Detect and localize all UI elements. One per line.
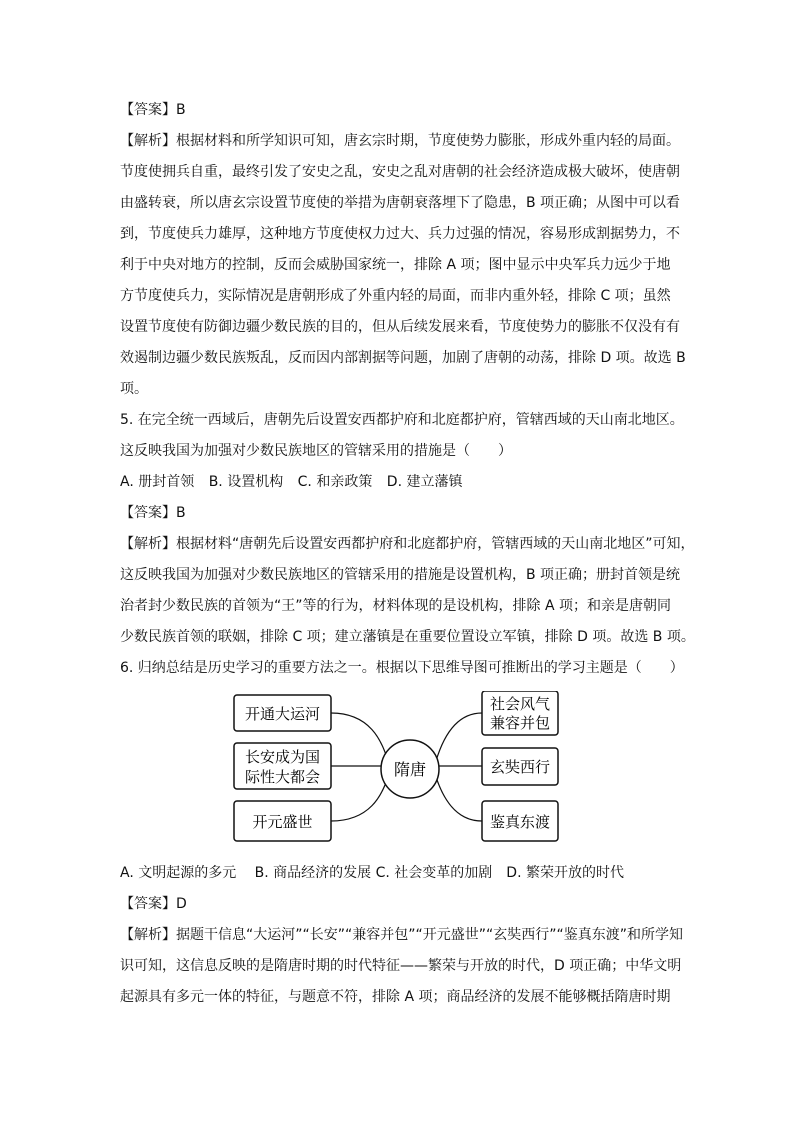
analysis-line: 效遏制边疆少数民族叛乱，反而因内部割据等问题，加剧了唐朝的动荡，排除 D 项。故选 B (120, 350, 686, 366)
mindmap-right-2-line-1: 玄奘西行 (489, 758, 551, 776)
analysis-line: 方节度使兵力，实际情况是唐朝形成了外重内轻的局面，而非内重外轻，排除 C 项；虽然 (120, 288, 671, 304)
question-stem-line: 这反映我国为加强对少数民族地区的管辖采用的措施是（ ） (120, 443, 512, 459)
analysis-line: 起源具有多元一体的特征，与题意不符，排除 A 项；商品经济的发展不能够概括隋唐时期 (120, 989, 671, 1005)
mindmap-left-2-line-1: 长安成为国 (244, 748, 321, 766)
q6-stem: 6. 归纳总结是历史学习的重要方法之一。根据以下思维导图可推断出的学习主题是（ ） (120, 660, 684, 676)
analysis-line: 节度使拥兵自重，最终引发了安史之乱，安史之乱对唐朝的社会经济造成极大破坏，使唐朝 (120, 164, 680, 180)
q5-answer: 【答案】B (120, 505, 186, 521)
analysis-line: 识可知，这信息反映的是隋唐时期的时代特征——繁荣与开放的时代，D 项正确；中华文明 (120, 958, 682, 974)
q5-analysis (120, 534, 695, 658)
mindmap-left-3-line-1: 开元盛世 (252, 813, 313, 831)
q5-option-a: A. 册封首领 (120, 474, 195, 490)
question-stem-line: 5. 在完全统一西域后，唐朝先后设置安西都护府和北庭都护府，管辖西域的天山南北地区。 (120, 412, 684, 428)
analysis-line: 少数民族首领的联姻，排除 C 项；建立藩镇是在重要位置设立军镇，排除 D 项。故选 B 项。 (120, 629, 695, 645)
mindmap-svg (120, 691, 686, 851)
q5-stem (120, 410, 686, 472)
q5-options (120, 472, 686, 503)
analysis-line: 这反映我国为加强对少数民族地区的管辖采用的措施是设置机构，B 项正确；册封首领是统 (120, 567, 681, 583)
mindmap-right-1-line-1: 社会风气 (489, 695, 551, 713)
analysis-line: 到，节度使兵力雄厚，这种地方节度使权力过大、兵力过强的情况，容易形成割据势力，不 (120, 226, 680, 242)
analysis-line: 项。 (120, 381, 148, 397)
analysis-line: 治者封少数民族的首领为“王”等的行为，材料体现的是设机构，排除 A 项；和亲是唐朝同 (120, 598, 671, 614)
mindmap (120, 691, 686, 851)
analysis-line: 【解析】根据材料和所学知识可知，唐玄宗时期，节度使势力膨胀，形成外重内轻的局面。 (120, 133, 680, 149)
analysis-line: 【解析】根据材料“唐朝先后设置安西都护府和北庭都护府，管辖西域的天山南北地区”可知， (120, 536, 695, 552)
mindmap-right-3-line-1: 鉴真东渡 (489, 813, 551, 831)
q5-option-b: B. 设置机构 (208, 474, 284, 490)
analysis-line: 由盛转衰，所以唐玄宗设置节度使的举措为唐朝衰落埋下了隐患，B 项正确；从图中可以看 (120, 195, 681, 211)
mindmap-right-1-line-2: 兼容并包 (489, 714, 551, 732)
q6-answer: 【答案】D (120, 896, 187, 912)
q6-options: A. 文明起源的多元 B. 商品经济的发展 C. 社会变革的加剧 D. 繁荣开放的时代 (120, 865, 624, 881)
document-page (120, 100, 695, 1018)
q5-option-d: D. 建立藩镇 (386, 474, 463, 490)
mindmap-center-label: 隋唐 (393, 760, 427, 779)
mindmap-left-1-line-1: 开通大运河 (244, 705, 321, 723)
analysis-line: 利于中央对地方的控制，反而会威胁国家统一，排除 A 项；图中显示中央军兵力远少于地 (120, 257, 671, 273)
analysis-line: 设置节度使有防御边疆少数民族的目的，但从后续发展来看，节度使势力的膨胀不仅没有有 (120, 319, 680, 335)
q6-analysis (120, 925, 686, 1018)
q4-analysis (120, 131, 686, 410)
analysis-line: 【解析】据题干信息“大运河”“长安”“兼容并包”“开元盛世”“玄奘西行”“鉴真东渡”和所学知 (120, 927, 684, 943)
q4-answer: 【答案】B (120, 102, 186, 118)
q5-option-c: C. 和亲政策 (297, 474, 373, 490)
mindmap-left-2-line-2: 际性大都会 (244, 768, 321, 786)
